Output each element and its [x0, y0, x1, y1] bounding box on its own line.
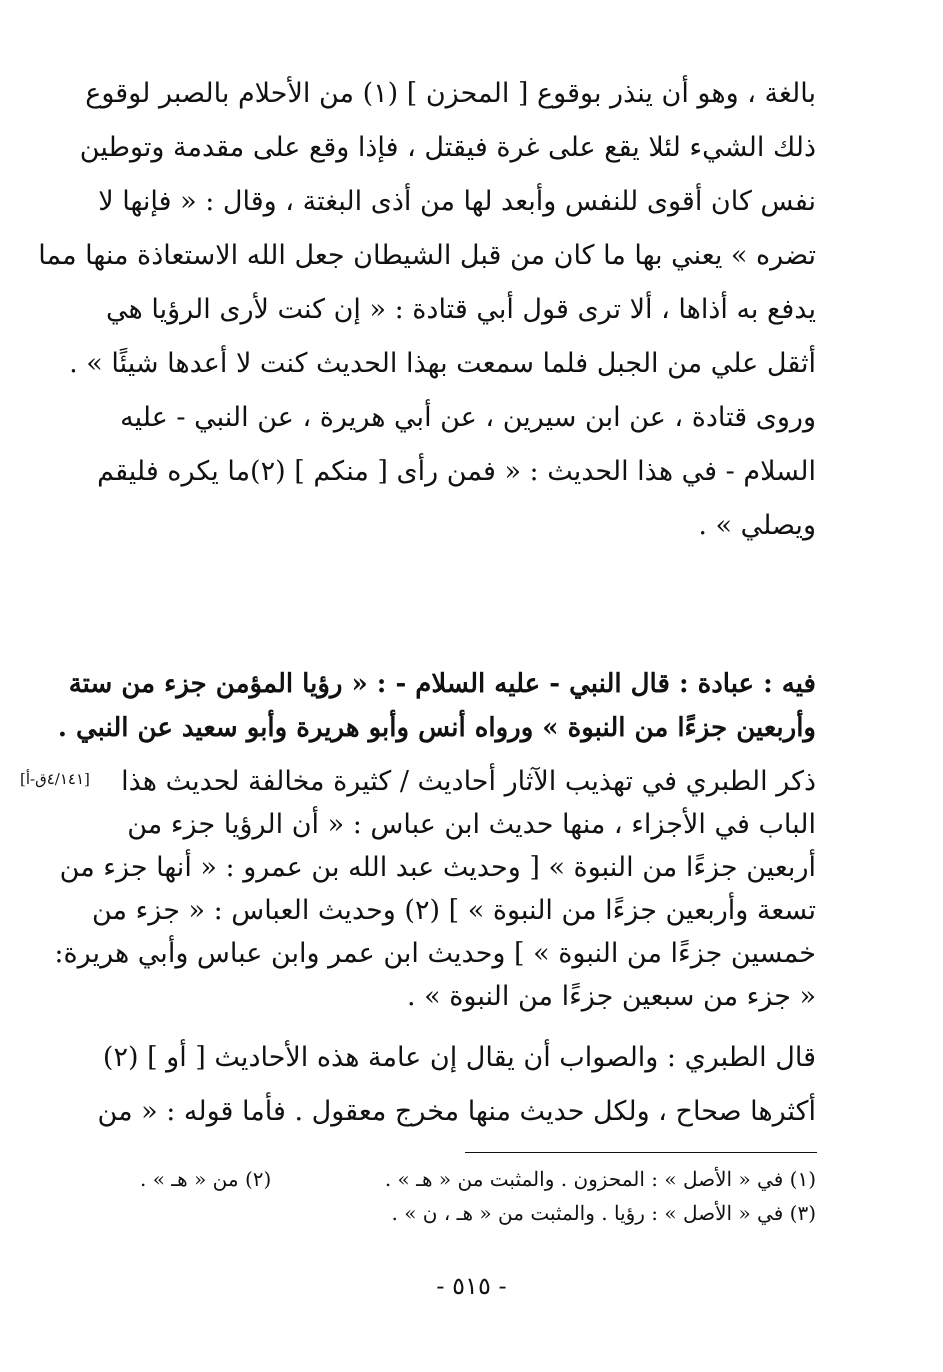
margin-manuscript-reference: [٤/١٤١ق-أ]	[20, 770, 90, 788]
text-line: قال الطبري : والصواب أن يقال إن عامة هذه الأحاديث [ أو ] (٢)	[102, 1042, 816, 1073]
text-line: فيه : عبادة : قال النبي - عليه السلام - : « رؤيا المؤمن جزء من ستة	[68, 669, 816, 699]
footnote-row	[140, 1162, 816, 1196]
text-line: تسعة وأربعين جزءًا من النبوة » ] (٢) وحديث العباس : « جزء من	[92, 895, 816, 926]
footnote-3: (٣) في « الأصل » : رؤيا . والمثبت من « هـ ، ن » .	[391, 1201, 816, 1225]
footnote-divider	[465, 1152, 817, 1153]
hadith-paragraph	[57, 662, 816, 750]
text-line: أثقل علي من الجبل فلما سمعت بهذا الحديث كنت لا أعدها شيئًا » .	[69, 348, 816, 379]
text-line: وروى قتادة ، عن ابن سيرين ، عن أبي هريرة ، عن النبي - عليه	[120, 402, 816, 433]
text-line: السلام - في هذا الحديث : « فمن رأى [ منكم ] (٢)ما يكره فليقم	[97, 456, 816, 487]
paragraph-dream-warning	[38, 76, 816, 562]
footnotes	[140, 1162, 816, 1230]
footnote-1: (١) في « الأصل » : المحزون . والمثبت من « هـ » .	[384, 1167, 816, 1191]
text-line: بالغة ، وهو أن ينذر بوقوع [ المحزن ] (١) من الأحلام بالصبر لوقوع	[85, 78, 816, 109]
section-separator	[0, 498, 943, 533]
paragraph-tabari-conclusion	[97, 1040, 816, 1148]
text-line: أربعين جزءًا من النبوة » [ وحديث عبد الله بن عمرو : « أنها جزء من	[59, 852, 816, 883]
text-line: أكثرها صحاح ، ولكل حديث منها مخرج معقول . فأما قوله : « من	[97, 1096, 816, 1127]
text-line: الباب في الأجزاء ، منها حديث ابن عباس : « أن الرؤيا جزء من	[127, 809, 816, 840]
text-line: يدفع به أذاها ، ألا ترى قول أبي قتادة : « إن كنت لأرى الرؤيا هي	[106, 294, 816, 325]
text-line: وأربعين جزءًا من النبوة » ورواه أنس وأبو هريرة وأبو سعيد عن النبي .	[57, 713, 816, 743]
text-line: خمسين جزءًا من النبوة » ] وحديث ابن عمر وابن عباس وأبي هريرة:	[54, 938, 816, 969]
text-line: ذكر الطبري في تهذيب الآثار أحاديث / كثيرة مخالفة لحديث هذا	[121, 766, 816, 797]
text-line: « جزء من سبعين جزءًا من النبوة » .	[407, 981, 816, 1012]
text-line: تضره » يعني بها ما كان من قبل الشيطان جعل الله الاستعاذة منها مما	[38, 240, 816, 271]
footnote-2: (٢) من « هـ » .	[140, 1167, 272, 1191]
text-line: ذلك الشيء لئلا يقع على غرة فيقتل ، فإذا وقع على مقدمة وتوطين	[79, 132, 816, 163]
text-line: نفس كان أقوى للنفس وأبعد لها من أذى البغتة ، وقال : « فإنها لا	[98, 186, 816, 217]
text-line: ويصلي » .	[698, 510, 816, 541]
page-number: - ٥١٥ -	[436, 1272, 507, 1300]
